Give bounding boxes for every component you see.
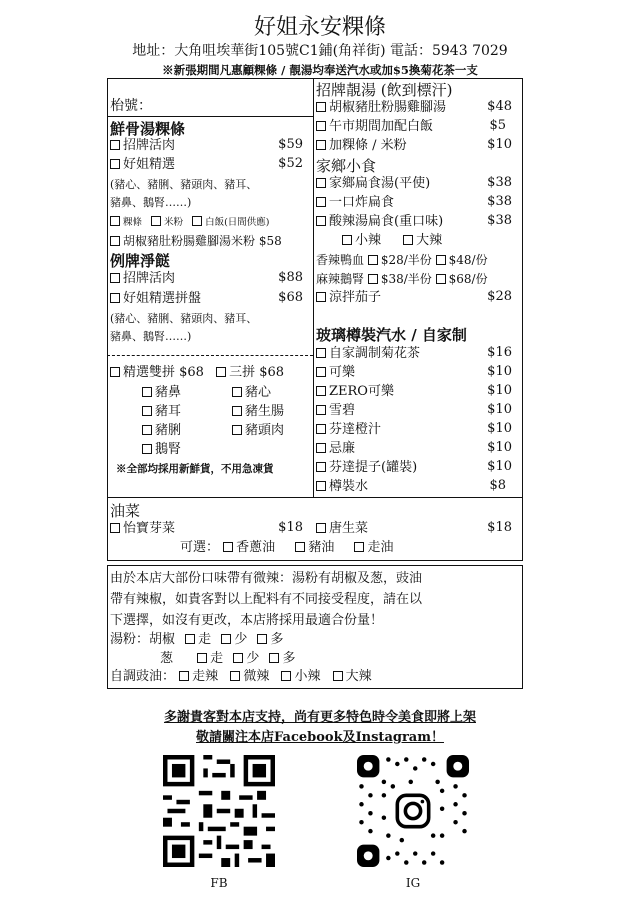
drinks-title: 玻璃樽裝汽水 / 自家制: [316, 326, 467, 344]
oil-options[interactable]: 可選： 香蔥油 豬油 走油: [180, 540, 394, 555]
item-price: $16: [487, 345, 512, 360]
item-price: $38: [487, 213, 512, 228]
checkbox[interactable]: [110, 140, 120, 150]
vegetable-divider: [107, 497, 523, 498]
item-price: $88: [278, 270, 303, 285]
checkbox[interactable]: [110, 367, 120, 377]
checkbox[interactable]: [316, 462, 326, 472]
checkbox[interactable]: [269, 653, 279, 663]
checkbox[interactable]: [197, 653, 207, 663]
menu-item[interactable]: 酸辣湯扁食(重口味): [316, 213, 443, 231]
checkbox[interactable]: [368, 255, 378, 265]
menu-item[interactable]: 一口炸扁食: [316, 194, 394, 212]
checkbox[interactable]: [110, 293, 120, 303]
checkbox[interactable]: [110, 236, 120, 246]
checkbox[interactable]: [216, 367, 226, 377]
item-price: $10: [487, 383, 512, 398]
checkbox[interactable]: [316, 386, 326, 396]
item-price: $8: [489, 478, 506, 493]
table-label-underline: [107, 116, 314, 117]
checkbox[interactable]: [316, 292, 326, 302]
item-price: $38: [487, 175, 512, 190]
checkbox[interactable]: [316, 481, 326, 491]
checkbox[interactable]: [230, 671, 240, 681]
page-title: 好姐永安粿條: [253, 15, 386, 40]
menu-item[interactable]: 涼拌茄子: [316, 289, 381, 307]
sauce-row[interactable]: 自調豉油： 走辣 微辣 小辣 大辣: [110, 669, 372, 684]
ig-label: IG: [405, 876, 421, 890]
vegetable-title: 油菜: [110, 502, 141, 520]
part-item[interactable]: 豬生腸: [232, 403, 284, 421]
item-price: $48: [487, 99, 512, 114]
checkbox[interactable]: [110, 273, 120, 283]
checkbox[interactable]: [354, 542, 364, 552]
item-price: $10: [487, 440, 512, 455]
item-price: $28: [487, 289, 512, 304]
item-description: 豬鼻、鵝腎……): [110, 330, 192, 343]
menu-item[interactable]: 怡寶芽菜: [110, 520, 175, 538]
menu-item[interactable]: 招牌活肉: [110, 137, 175, 155]
signature-soup-title: 招牌靚湯 (飲到標汗): [316, 81, 453, 99]
item-price: $10: [487, 364, 512, 379]
item-price: $38: [487, 194, 512, 209]
facebook-qr-code[interactable]: [163, 755, 275, 867]
menu-item[interactable]: 芬達提子(罐裝): [316, 459, 417, 477]
part-item[interactable]: 豬心: [232, 384, 271, 402]
checkbox[interactable]: [142, 406, 152, 416]
spice-note-line: 下選擇，如沒有更改，本店將採用最適合份量！: [110, 613, 384, 628]
combo-dashed-divider: [107, 355, 313, 356]
checkbox[interactable]: [436, 255, 446, 265]
table-number-label: 枱號：: [110, 98, 152, 114]
checkbox[interactable]: [232, 425, 242, 435]
checkbox[interactable]: [316, 216, 326, 226]
menu-item[interactable]: ZERO可樂: [316, 383, 394, 401]
item-price: $18: [278, 520, 303, 535]
checkbox[interactable]: [316, 424, 326, 434]
menu-item[interactable]: 自家調制菊花茶: [316, 345, 420, 363]
checkbox[interactable]: [232, 387, 242, 397]
soup-onion-row[interactable]: 葱 走 少 多: [160, 651, 296, 666]
menu-item[interactable]: 忌廉: [316, 440, 355, 458]
thanks-line: 多謝貴客對本店支持，尚有更多特色時令美食即將上架: [163, 710, 476, 725]
checkbox[interactable]: [333, 671, 343, 681]
part-item[interactable]: 豬耳: [142, 403, 181, 421]
checkbox[interactable]: [151, 216, 161, 226]
item-description: 豬鼻、鵝腎……): [110, 196, 192, 209]
checkbox[interactable]: [368, 274, 378, 284]
menu-item[interactable]: 麻辣鵝腎 $38/半份 $68/份: [316, 272, 488, 286]
menu-item[interactable]: 胡椒豬肚粉腸雞腳湯米粉 $58: [110, 232, 282, 250]
checkbox[interactable]: [316, 443, 326, 453]
checkbox[interactable]: [316, 102, 326, 112]
menu-item[interactable]: 招牌活肉: [110, 270, 175, 288]
checkbox[interactable]: [232, 406, 242, 416]
checkbox[interactable]: [281, 671, 291, 681]
checkbox[interactable]: [142, 444, 152, 454]
menu-item[interactable]: 樽裝水: [316, 478, 368, 496]
item-price: $68: [278, 290, 303, 305]
checkbox[interactable]: [316, 197, 326, 207]
item-price: $5: [489, 118, 506, 133]
address-line: 地址：大角咀埃華街105號C1鋪(角祥街) 電話：5943 7029: [132, 43, 508, 59]
checkbox[interactable]: [221, 634, 231, 644]
item-price: $10: [487, 402, 512, 417]
soup-pepper-row[interactable]: 湯粉：胡椒 走 少 多: [110, 632, 284, 647]
checkbox[interactable]: [403, 235, 413, 245]
optional-label: 可選：: [180, 540, 220, 555]
item-description: (豬心、豬脷、豬頭肉、豬耳、: [110, 312, 258, 325]
spice-note-line: 由於本店大部份口味帶有微辣：湯粉有胡椒及葱，豉油: [110, 571, 423, 586]
menu-item[interactable]: 加粿條 / 米粉: [316, 137, 407, 155]
menu-item[interactable]: 好姐精選: [110, 156, 175, 174]
instagram-qr-code[interactable]: [357, 755, 469, 867]
menu-item[interactable]: 家鄉扁食湯(平使): [316, 175, 430, 193]
bone-soup-title: 鮮骨湯粿條: [110, 120, 186, 138]
checkbox[interactable]: [342, 235, 352, 245]
checkbox[interactable]: [110, 523, 120, 533]
column-divider: [313, 78, 314, 497]
menu-item[interactable]: 唐生菜: [316, 520, 368, 538]
menu-item[interactable]: 午市期間加配白飯: [316, 118, 433, 136]
dry-dish-title: 例牌淨餸: [110, 252, 171, 270]
checkbox[interactable]: [316, 367, 326, 377]
checkbox[interactable]: [316, 405, 326, 415]
checkbox[interactable]: [233, 653, 243, 663]
checkbox[interactable]: [316, 348, 326, 358]
item-price: $10: [487, 421, 512, 436]
checkbox[interactable]: [295, 542, 305, 552]
checkbox[interactable]: [185, 634, 195, 644]
checkbox[interactable]: [316, 178, 326, 188]
menu-item[interactable]: 芬達橙汁: [316, 421, 381, 439]
checkbox[interactable]: [316, 121, 326, 131]
spice-level[interactable]: 小辣 大辣: [342, 232, 442, 250]
checkbox[interactable]: [257, 634, 267, 644]
combo-options[interactable]: 精選雙拼 $68 三拼 $68: [110, 364, 284, 382]
checkbox[interactable]: [223, 542, 233, 552]
part-item[interactable]: 豬鼻: [142, 384, 181, 402]
menu-item[interactable]: 好姐精選拼盤: [110, 290, 201, 308]
follow-line: 敬請關注本店Facebook及Instagram！: [196, 730, 444, 745]
item-price: $18: [487, 520, 512, 535]
checkbox[interactable]: [110, 216, 120, 226]
checkbox[interactable]: [436, 274, 446, 284]
checkbox[interactable]: [142, 387, 152, 397]
part-item[interactable]: 豬頭肉: [232, 422, 284, 440]
item-price: $10: [487, 459, 512, 474]
item-price: $10: [487, 137, 512, 152]
checkbox[interactable]: [179, 671, 189, 681]
part-item[interactable]: 豬脷: [142, 422, 181, 440]
fb-label: FB: [210, 876, 228, 890]
promo-line: ※新張期間凡惠顧粿條 / 靚湯均奉送汽水或加$5換菊花茶一支: [162, 63, 478, 77]
menu-item[interactable]: 胡椒豬肚粉腸雞腳湯: [316, 99, 446, 117]
checkbox[interactable]: [110, 159, 120, 169]
menu-item[interactable]: 可樂: [316, 364, 355, 382]
checkbox[interactable]: [192, 216, 202, 226]
spice-note-line: 帶有辣椒，如貴客對以上配料有不同接受程度，請在以: [110, 592, 423, 607]
menu-item[interactable]: 雪碧: [316, 402, 355, 420]
hometown-title: 家鄉小食: [316, 157, 377, 175]
checkbox[interactable]: [142, 425, 152, 435]
checkbox[interactable]: [316, 523, 326, 533]
fresh-note: ※全部均採用新鮮貨，不用急凍貨: [116, 463, 274, 475]
part-item[interactable]: 鵝腎: [142, 441, 181, 459]
menu-item[interactable]: 香辣鴨血 $28/半份 $48/份: [316, 253, 488, 267]
item-description: (豬心、豬脷、豬頭肉、豬耳、: [110, 178, 258, 191]
noodle-options[interactable]: 粿條 米粉 白飯(日間供應): [110, 214, 270, 232]
item-price: $52: [278, 156, 303, 171]
checkbox[interactable]: [316, 140, 326, 150]
item-price: $59: [278, 137, 303, 152]
